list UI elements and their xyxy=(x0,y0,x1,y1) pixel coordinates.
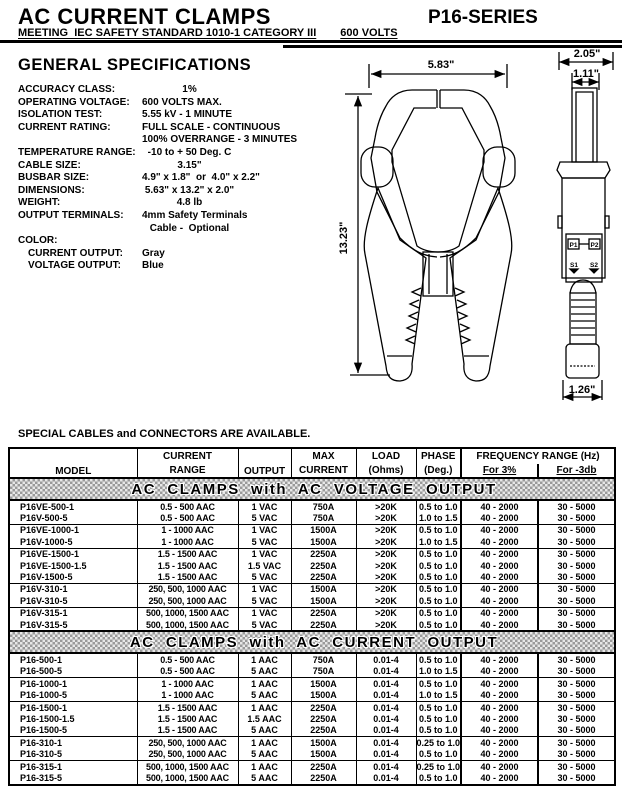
cell-output: 5 AAC xyxy=(238,772,291,784)
cell-output: 5 AAC xyxy=(238,725,291,737)
cell-current-range: 500, 1000, 1500 AAC xyxy=(137,607,238,619)
spec-row xyxy=(18,84,338,97)
cell-model: P16VE-1500-1 xyxy=(9,548,137,560)
cell-max-current: 1500A xyxy=(291,689,356,701)
cell-phase: 0.5 to 1.0 xyxy=(416,619,461,631)
cell-freq-3pct: 40 - 2000 xyxy=(461,560,538,571)
cell-output: 1.5 VAC xyxy=(238,560,291,571)
table-header xyxy=(9,448,615,478)
cell-load: 0.01-4 xyxy=(356,713,416,724)
cell-output: 1 VAC xyxy=(238,607,291,619)
cell-phase: 0.5 to 1.0 xyxy=(416,772,461,784)
cell-max-current: 2250A xyxy=(291,713,356,724)
table-row xyxy=(9,701,615,713)
cell-model: P16V-315-1 xyxy=(9,607,137,619)
cell-output: 5 VAC xyxy=(238,512,291,524)
spec-row xyxy=(18,147,338,160)
cell-phase: 0.5 to 1.0 xyxy=(416,713,461,724)
cell-phase: 0.5 to 1.0 xyxy=(416,583,461,595)
cell-model: P16V-315-5 xyxy=(20,619,68,630)
table-row xyxy=(9,619,615,631)
model-spec-table xyxy=(8,447,616,786)
cell-load: >20K xyxy=(356,548,416,560)
cell-freq-3db: 30 - 5000 xyxy=(538,772,615,784)
cell-output: 1 VAC xyxy=(238,524,291,536)
spec-value: 4mm Safety Terminals xyxy=(142,209,248,221)
cell-max-current: 2250A xyxy=(291,725,356,737)
cell-output: 1.5 AAC xyxy=(238,713,291,724)
cell-current-range: 1 - 1000 AAC xyxy=(137,524,238,536)
cell-freq-3db: 30 - 5000 xyxy=(538,737,615,749)
cell-load: >20K xyxy=(356,560,416,571)
cell-freq-3pct: 40 - 2000 xyxy=(461,678,538,690)
dim-jaw-thickness-label: 1.11" xyxy=(572,68,600,80)
special-cables-note: SPECIAL CABLES and CONNECTORS ARE AVAILABLE. xyxy=(18,428,311,440)
cell-freq-3pct: 40 - 2000 xyxy=(461,689,538,701)
cell-freq-3pct: 40 - 2000 xyxy=(461,583,538,595)
table-row xyxy=(9,713,615,724)
spec-row xyxy=(18,235,338,248)
cell-max-current: 1500A xyxy=(291,536,356,548)
table-row xyxy=(9,548,615,560)
cell-freq-3db: 30 - 5000 xyxy=(538,595,615,607)
cell-freq-3pct: 40 - 2000 xyxy=(461,725,538,737)
spec-label: ISOLATION TEST: xyxy=(18,109,103,121)
table-row xyxy=(9,678,615,690)
cell-current-range: 250, 500, 1000 AAC xyxy=(137,748,238,760)
cell-current-range: 1 - 1000 AAC xyxy=(137,536,238,548)
specs-heading: GENERAL SPECIFICATIONS xyxy=(18,56,252,74)
cell-current-range: 1 - 1000 AAC xyxy=(137,689,238,701)
page-title: AC CURRENT CLAMPS xyxy=(18,4,271,29)
cell-current-range: 1.5 - 1500 AAC xyxy=(137,701,238,713)
cell-current-range: 0.5 - 500 AAC xyxy=(137,512,238,524)
spec-row xyxy=(18,160,338,173)
cell-load: 0.01-4 xyxy=(356,653,416,665)
cell-freq-3pct: 40 - 2000 xyxy=(461,607,538,619)
col-header-max-2: CURRENT xyxy=(291,464,356,478)
cell-freq-3db: 30 - 5000 xyxy=(538,713,615,724)
col-header-output: OUTPUT xyxy=(238,448,291,478)
cell-max-current: 1500A xyxy=(291,524,356,536)
cell-output: 1 AAC xyxy=(238,737,291,749)
cell-output: 5 VAC xyxy=(238,571,291,583)
front-view-drawing xyxy=(345,64,515,381)
spec-label: BUSBAR SIZE: xyxy=(18,172,90,184)
cell-freq-3pct: 40 - 2000 xyxy=(461,536,538,548)
cell-freq-3pct: 40 - 2000 xyxy=(461,737,538,749)
cell-phase: 0.5 to 1.0 xyxy=(416,548,461,560)
cell-load: 0.01-4 xyxy=(356,725,416,737)
dim-front-width-label: 5.83" xyxy=(427,59,455,71)
cell-max-current: 1500A xyxy=(291,678,356,690)
spec-value: 100% OVERRANGE - 3 MINUTES xyxy=(142,134,298,146)
cell-max-current: 1500A xyxy=(291,595,356,607)
cell-freq-3pct: 40 - 2000 xyxy=(461,760,538,772)
cell-freq-3db: 30 - 5000 xyxy=(538,560,615,571)
table-body xyxy=(9,478,615,785)
cell-phase: 0.5 to 1.0 xyxy=(416,653,461,665)
cell-current-range: 1.5 - 1500 AAC xyxy=(137,571,238,583)
spec-label: ACCURACY CLASS: xyxy=(18,84,116,95)
spec-value: Blue xyxy=(142,260,164,272)
cell-output: 1 VAC xyxy=(238,548,291,560)
cell-freq-3db: 30 - 5000 xyxy=(538,536,615,548)
cell-phase: 1.0 to 1.5 xyxy=(416,689,461,701)
cell-freq-3db: 30 - 5000 xyxy=(538,666,615,678)
spec-label: COLOR: xyxy=(18,235,58,247)
spec-value: 3.15" xyxy=(177,159,202,171)
table-row xyxy=(9,772,615,784)
spec-value: Cable - Optional xyxy=(149,222,230,234)
spec-value: Gray xyxy=(142,247,165,259)
cell-model: P16-310-1 xyxy=(9,737,137,749)
spec-value: 1% xyxy=(182,84,197,95)
cell-freq-3pct: 40 - 2000 xyxy=(461,701,538,713)
spec-row xyxy=(18,210,338,223)
cell-load: >20K xyxy=(356,500,416,512)
cell-load: >20K xyxy=(356,524,416,536)
spec-value: FULL SCALE - CONTINUOUS xyxy=(142,121,281,133)
table-row xyxy=(9,748,615,760)
section-title: AC CLAMPS with AC VOLTAGE OUTPUT xyxy=(9,478,615,500)
table-row xyxy=(9,595,615,607)
table-row xyxy=(9,512,615,524)
cell-model: P16-500-5 xyxy=(20,666,63,677)
cell-phase: 1.0 to 1.5 xyxy=(416,512,461,524)
col-header-freq-3db: For -3db xyxy=(538,464,615,478)
cell-current-range: 0.5 - 500 AAC xyxy=(137,500,238,512)
cell-freq-3pct: 40 - 2000 xyxy=(461,571,538,583)
spec-value: -10 to + 50 Deg. C xyxy=(147,146,232,158)
cell-freq-3db: 30 - 5000 xyxy=(538,653,615,665)
cell-output: 5 VAC xyxy=(238,536,291,548)
cell-model: P16VE-500-1 xyxy=(20,501,75,512)
spec-value: 4.8 lb xyxy=(176,197,203,209)
cell-current-range: 500, 1000, 1500 AAC xyxy=(137,772,238,784)
col-header-phase-2: (Deg.) xyxy=(416,464,461,478)
cell-freq-3db: 30 - 5000 xyxy=(538,689,615,701)
section-title: AC CLAMPS with AC CURRENT OUTPUT xyxy=(9,631,615,653)
clamp-technical-drawing xyxy=(330,44,622,434)
cell-freq-3pct: 40 - 2000 xyxy=(461,653,538,665)
cell-model: P16-1500-5 xyxy=(20,725,68,736)
cell-max-current: 2250A xyxy=(291,772,356,784)
table-row xyxy=(9,571,615,583)
table-row xyxy=(9,607,615,619)
cell-phase: 0.25 to 1.0 xyxy=(416,761,461,772)
cell-current-range: 500, 1000, 1500 AAC xyxy=(137,619,238,631)
cell-output: 5 VAC xyxy=(238,619,291,631)
cell-model: P16V-310-5 xyxy=(20,595,68,606)
cell-phase: 0.5 to 1.0 xyxy=(416,748,461,760)
cell-model: P16V-1500-5 xyxy=(20,572,73,583)
cell-load: 0.01-4 xyxy=(356,760,416,772)
table-row xyxy=(9,536,615,548)
spec-row xyxy=(18,97,338,110)
cell-current-range: 1.5 - 1500 AAC xyxy=(137,548,238,560)
spec-value: 600 VOLTS MAX. xyxy=(142,96,222,108)
cell-output: 1 AAC xyxy=(238,760,291,772)
cell-freq-3db: 30 - 5000 xyxy=(538,583,615,595)
cell-freq-3db: 30 - 5000 xyxy=(538,678,615,690)
cell-current-range: 1 - 1000 AAC xyxy=(137,678,238,690)
cell-model: P16V-310-1 xyxy=(9,583,137,595)
cell-load: 0.01-4 xyxy=(356,772,416,784)
table-row xyxy=(9,760,615,772)
cell-model: P16-1000-1 xyxy=(9,678,137,690)
cell-model: P16-1500-1 xyxy=(9,701,137,713)
cell-load: >20K xyxy=(356,583,416,595)
cell-max-current: 1500A xyxy=(291,583,356,595)
cell-output: 5 AAC xyxy=(238,689,291,701)
spec-label: WEIGHT: xyxy=(18,197,61,209)
cell-freq-3db: 30 - 5000 xyxy=(538,548,615,560)
spec-label: CABLE SIZE: xyxy=(18,159,81,171)
cell-load: >20K xyxy=(356,512,416,524)
cell-max-current: 750A xyxy=(291,500,356,512)
cell-model: P16V-500-5 xyxy=(20,513,68,524)
cell-freq-3pct: 40 - 2000 xyxy=(461,524,538,536)
cell-model: P16-500-1 xyxy=(20,654,63,665)
cell-load: >20K xyxy=(356,595,416,607)
dim-overall-height-label: 13.23" xyxy=(338,221,350,255)
col-header-load-1: LOAD xyxy=(356,448,416,464)
cell-freq-3db: 30 - 5000 xyxy=(538,725,615,737)
voltage-text: 600 VOLTS xyxy=(340,27,398,39)
cell-output: 5 AAC xyxy=(238,666,291,678)
table-row xyxy=(9,689,615,701)
spec-value: 5.55 kV - 1 MINUTE xyxy=(142,109,233,121)
cell-load: >20K xyxy=(356,571,416,583)
cell-model: P16V-1000-5 xyxy=(20,536,73,547)
table-row xyxy=(9,725,615,737)
terminal-s2-label: S2 xyxy=(590,262,598,269)
cell-current-range: 500, 1000, 1500 AAC xyxy=(137,760,238,772)
section-header-row xyxy=(9,631,615,653)
cell-freq-3db: 30 - 5000 xyxy=(538,701,615,713)
cell-model: P16-315-1 xyxy=(9,760,137,772)
cell-freq-3pct: 40 - 2000 xyxy=(461,548,538,560)
cell-model: P16-1500-1.5 xyxy=(20,713,75,724)
col-header-load-2: (Ohms) xyxy=(356,464,416,478)
terminal-p2-label: P2 xyxy=(590,242,599,249)
cell-load: >20K xyxy=(356,619,416,631)
table-row xyxy=(9,524,615,536)
series-label: P16-SERIES xyxy=(428,7,538,28)
cell-freq-3db: 30 - 5000 xyxy=(538,500,615,512)
terminal-s1-label: S1 xyxy=(570,262,578,269)
table-row xyxy=(9,653,615,665)
cell-current-range: 250, 500, 1000 AAC xyxy=(137,595,238,607)
section-header-row xyxy=(9,478,615,500)
spec-label: DIMENSIONS: xyxy=(18,184,85,196)
cell-max-current: 2250A xyxy=(291,607,356,619)
cell-model: P16-315-5 xyxy=(20,772,63,783)
col-header-freq-3pct: For 3% xyxy=(461,464,538,478)
cell-freq-3db: 30 - 5000 xyxy=(538,512,615,524)
cell-output: 5 AAC xyxy=(238,748,291,760)
cell-freq-3db: 30 - 5000 xyxy=(538,748,615,760)
cell-max-current: 1500A xyxy=(291,748,356,760)
cell-load: 0.01-4 xyxy=(356,701,416,713)
spec-label: OPERATING VOLTAGE: xyxy=(18,96,130,108)
cell-phase: 0.5 to 1.0 xyxy=(416,701,461,713)
cell-current-range: 250, 500, 1000 AAC xyxy=(137,583,238,595)
cell-phase: 0.5 to 1.0 xyxy=(416,560,461,571)
cell-output: 5 VAC xyxy=(238,595,291,607)
table-row xyxy=(9,583,615,595)
cell-load: >20K xyxy=(356,607,416,619)
cell-max-current: 2250A xyxy=(291,619,356,631)
side-view-drawing xyxy=(557,52,613,400)
cell-phase: 0.5 to 1.0 xyxy=(416,524,461,536)
cell-freq-3pct: 40 - 2000 xyxy=(461,595,538,607)
safety-standard-line xyxy=(18,27,398,39)
col-header-range-1: CURRENT xyxy=(137,448,238,464)
cell-output: 1 AAC xyxy=(238,653,291,665)
spec-list xyxy=(18,84,338,273)
cell-max-current: 2250A xyxy=(291,701,356,713)
cell-load: 0.01-4 xyxy=(356,689,416,701)
cell-freq-3pct: 40 - 2000 xyxy=(461,666,538,678)
spec-row xyxy=(18,109,338,122)
cell-current-range: 1.5 - 1500 AAC xyxy=(137,725,238,737)
cell-phase: 0.5 to 1.0 xyxy=(416,678,461,690)
spec-label: OUTPUT TERMINALS: xyxy=(18,209,124,221)
spec-row xyxy=(18,260,338,273)
cell-load: 0.01-4 xyxy=(356,666,416,678)
cell-current-range: 0.5 - 500 AAC xyxy=(137,653,238,665)
spec-label: CURRENT RATING: xyxy=(18,121,111,133)
col-header-frequency: FREQUENCY RANGE (Hz) xyxy=(461,448,615,464)
spec-row xyxy=(18,172,338,185)
cell-phase: 0.5 to 1.0 xyxy=(416,607,461,619)
cell-freq-3pct: 40 - 2000 xyxy=(461,713,538,724)
cell-max-current: 2250A xyxy=(291,548,356,560)
terminal-p1-label: P1 xyxy=(569,242,578,249)
cell-freq-3pct: 40 - 2000 xyxy=(461,619,538,631)
cell-output: 1 VAC xyxy=(238,500,291,512)
cell-freq-3pct: 40 - 2000 xyxy=(461,512,538,524)
cell-freq-3pct: 40 - 2000 xyxy=(461,772,538,784)
spec-value: 4.9" x 1.8" or 4.0" x 2.2" xyxy=(142,172,260,184)
col-header-phase-1: PHASE xyxy=(416,448,461,464)
spec-row xyxy=(18,134,338,147)
spec-label xyxy=(18,223,142,236)
cell-max-current: 1500A xyxy=(291,737,356,749)
cell-model: P16-310-5 xyxy=(20,749,63,760)
spec-row xyxy=(18,122,338,135)
table-row xyxy=(9,737,615,749)
cell-load: 0.01-4 xyxy=(356,737,416,749)
cell-model: P16VE-1000-1 xyxy=(9,524,137,536)
cell-phase: 0.5 to 1.0 xyxy=(416,725,461,737)
cell-current-range: 250, 500, 1000 AAC xyxy=(137,737,238,749)
table-row xyxy=(9,500,615,512)
spec-label: VOLTAGE OUTPUT: xyxy=(28,260,121,272)
cell-freq-3pct: 40 - 2000 xyxy=(461,500,538,512)
cell-max-current: 2250A xyxy=(291,760,356,772)
cell-current-range: 0.5 - 500 AAC xyxy=(137,666,238,678)
cell-freq-3db: 30 - 5000 xyxy=(538,760,615,772)
cell-current-range: 1.5 - 1500 AAC xyxy=(137,560,238,571)
standard-text: MEETING IEC SAFETY STANDARD 1010-1 CATEGORY III xyxy=(18,27,317,39)
cell-model: P16-1000-5 xyxy=(20,690,68,701)
cell-phase: 0.5 to 1.0 xyxy=(416,595,461,607)
cell-output: 1 AAC xyxy=(238,678,291,690)
cell-max-current: 750A xyxy=(291,653,356,665)
cell-max-current: 750A xyxy=(291,666,356,678)
cell-phase: 0.5 to 1.0 xyxy=(416,500,461,512)
header-rule xyxy=(0,40,622,43)
cell-max-current: 2250A xyxy=(291,571,356,583)
col-header-range-2: RANGE xyxy=(137,464,238,478)
cell-load: 0.01-4 xyxy=(356,748,416,760)
cell-output: 1 VAC xyxy=(238,583,291,595)
spec-label: TEMPERATURE RANGE: xyxy=(18,146,136,158)
cell-load: 0.01-4 xyxy=(356,678,416,690)
cell-phase: 0.5 to 1.0 xyxy=(416,571,461,583)
cell-freq-3db: 30 - 5000 xyxy=(538,607,615,619)
cell-freq-3db: 30 - 5000 xyxy=(538,571,615,583)
dim-side-depth-label: 2.05" xyxy=(573,48,601,60)
col-header-model: MODEL xyxy=(55,466,92,477)
cell-current-range: 1.5 - 1500 AAC xyxy=(137,713,238,724)
spec-row xyxy=(18,197,338,210)
spec-label: CURRENT OUTPUT: xyxy=(28,247,123,259)
cell-freq-3db: 30 - 5000 xyxy=(538,619,615,631)
spec-value: 5.63" x 13.2" x 2.0" xyxy=(144,184,235,196)
cell-phase: 1.0 to 1.5 xyxy=(416,536,461,548)
cell-max-current: 2250A xyxy=(291,560,356,571)
cell-max-current: 750A xyxy=(291,512,356,524)
dim-grip-width-label: 1.26" xyxy=(568,384,596,396)
spec-row xyxy=(18,185,338,198)
cell-model: P16VE-1500-1.5 xyxy=(20,560,87,571)
table-row xyxy=(9,560,615,571)
cell-freq-3pct: 40 - 2000 xyxy=(461,748,538,760)
col-header-max-1: MAX xyxy=(291,448,356,464)
cell-freq-3db: 30 - 5000 xyxy=(538,524,615,536)
spec-label xyxy=(18,134,142,147)
spec-row xyxy=(18,223,338,236)
cell-load: >20K xyxy=(356,536,416,548)
table-row xyxy=(9,666,615,678)
spec-table xyxy=(8,447,616,786)
cell-phase: 1.0 to 1.5 xyxy=(416,666,461,678)
cell-output: 1 AAC xyxy=(238,701,291,713)
cell-phase: 0.25 to 1.0 xyxy=(416,737,461,748)
spec-row xyxy=(18,248,338,261)
